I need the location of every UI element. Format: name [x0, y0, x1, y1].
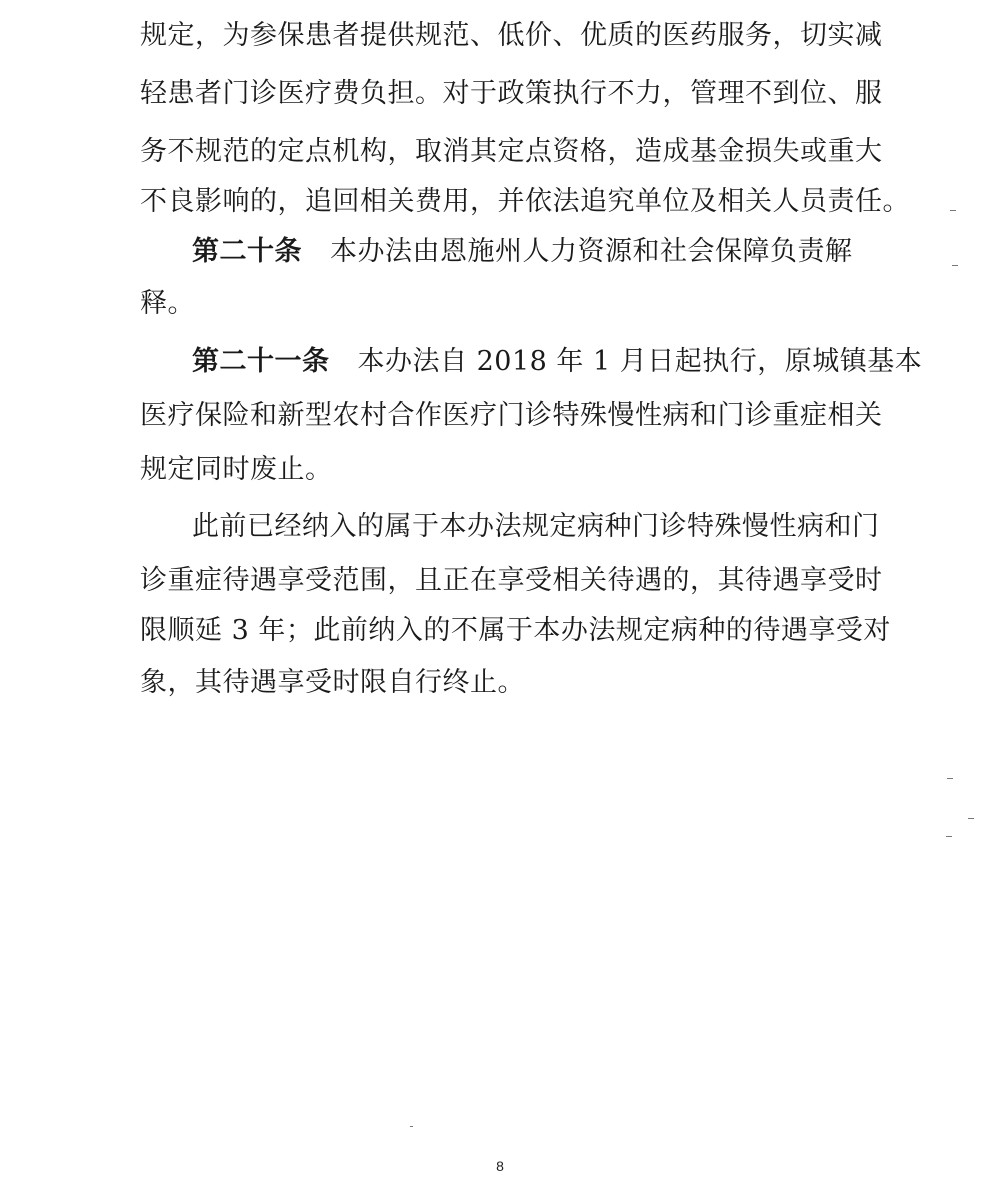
paragraph-last-line-1: 此前已经纳入的属于本办法规定病种门诊特殊慢性病和门	[192, 511, 880, 542]
article-21-text: 本办法自 2018 年 1 月日起执行，原城镇基本	[357, 346, 923, 377]
article-20-line-2: 释。	[140, 288, 195, 319]
article-21-line-1	[192, 344, 923, 380]
scan-speck	[947, 778, 953, 779]
body-line-2: 轻患者门诊医疗费负担。对于政策执行不力，管理不到位、服	[140, 78, 883, 109]
article-20-heading: 第二十条	[192, 236, 302, 267]
body-line-1: 规定，为参保患者提供规范、低价、优质的医药服务，切实减	[140, 20, 883, 51]
article-20-text: 本办法由恩施州人力资源和社会保障负责解	[330, 236, 853, 267]
scan-speck	[968, 818, 974, 819]
article-21-line-2: 医疗保险和新型农村合作医疗门诊特殊慢性病和门诊重症相关	[140, 400, 883, 431]
paragraph-last-line-3: 限顺延 3 年；此前纳入的不属于本办法规定病种的待遇享受对	[140, 615, 891, 646]
article-21-heading: 第二十一条	[192, 346, 330, 377]
scan-speck	[946, 836, 952, 837]
body-line-3: 务不规范的定点机构，取消其定点资格，造成基金损失或重大	[140, 136, 883, 167]
body-line-4: 不良影响的，追回相关费用，并依法追究单位及相关人员责任。	[140, 186, 910, 217]
article-20-line-1	[192, 234, 865, 270]
paragraph-last-line-2: 诊重症待遇享受范围，且正在享受相关待遇的，其待遇享受时	[140, 565, 883, 596]
scan-speck	[410, 1126, 413, 1127]
paragraph-last-line-4: 象，其待遇享受时限自行终止。	[140, 667, 525, 698]
page-number: 8	[496, 1158, 504, 1174]
article-21-line-3: 规定同时废止。	[140, 454, 333, 485]
scan-speck	[950, 210, 956, 211]
scan-speck	[952, 265, 958, 266]
